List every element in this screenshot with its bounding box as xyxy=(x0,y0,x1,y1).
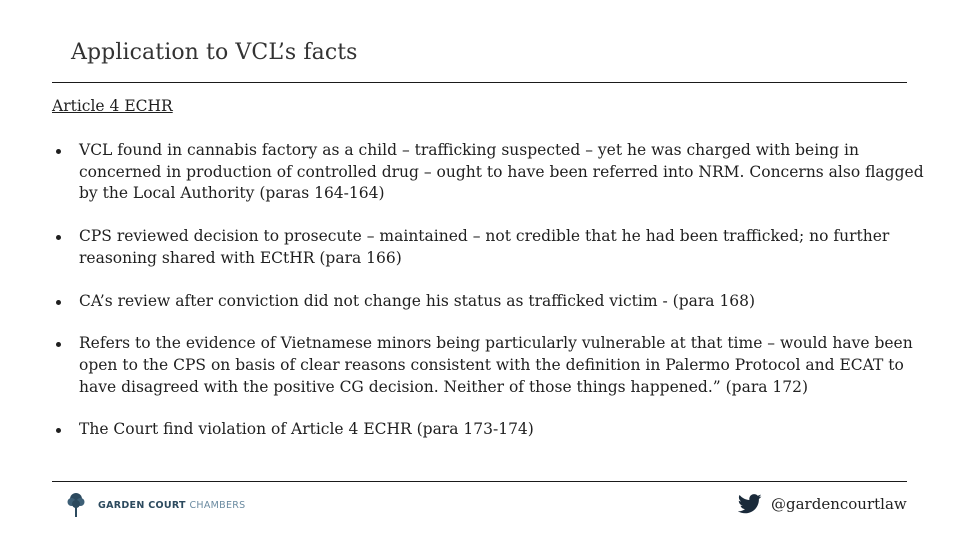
twitter-bird-icon xyxy=(738,494,762,514)
bullet-item xyxy=(52,333,927,398)
logo-text-light: CHAMBERS xyxy=(189,499,246,511)
bullet-item xyxy=(52,226,927,269)
tree-icon xyxy=(66,492,86,518)
bullet-dot-icon xyxy=(56,149,61,154)
twitter-link[interactable] xyxy=(738,494,907,514)
chambers-logo xyxy=(66,492,245,518)
bottom-divider xyxy=(52,481,907,482)
bullet-text: CPS reviewed decision to prosecute – maintained – not credible that he had been trafficked; no further reasoning shared with ECtHR (para 166) xyxy=(79,227,890,267)
bullet-text: Refers to the evidence of Vietnamese minors being particularly vulnerable at that time – would have been open to the CPS on basis of clear reasons consistent with the definition in Palermo Protocol and ECAT to have disagreed with the positive CG decision. Neither of those things happened.” (para 172) xyxy=(79,334,913,396)
bullet-text: The Court find violation of Article 4 ECHR (para 173-174) xyxy=(79,420,534,439)
logo-text-bold: GARDEN COURT xyxy=(98,499,186,511)
bullet-list xyxy=(52,140,927,441)
top-divider xyxy=(52,82,907,83)
bullet-dot-icon xyxy=(56,300,61,305)
bullet-item xyxy=(52,291,927,313)
twitter-handle[interactable]: @gardencourtlaw xyxy=(771,495,907,513)
bullet-text: VCL found in cannabis factory as a child – trafficking suspected – yet he was charged with being in concerned in production of controlled drug – ought to have been referred into NRM. Concerns also flagged by the Local Authority (paras 164-164) xyxy=(79,141,924,203)
bullet-dot-icon xyxy=(56,342,61,347)
bullet-item xyxy=(52,419,927,441)
logo-wordmark xyxy=(98,500,245,511)
bullet-dot-icon xyxy=(56,428,61,433)
slide-title: Application to VCL’s facts xyxy=(71,40,358,65)
bullet-item xyxy=(52,140,927,205)
bullet-dot-icon xyxy=(56,235,61,240)
bullet-text: CA’s review after conviction did not change his status as trafficked victim - (para 168) xyxy=(79,291,756,310)
section-subheading: Article 4 ECHR xyxy=(52,97,173,115)
